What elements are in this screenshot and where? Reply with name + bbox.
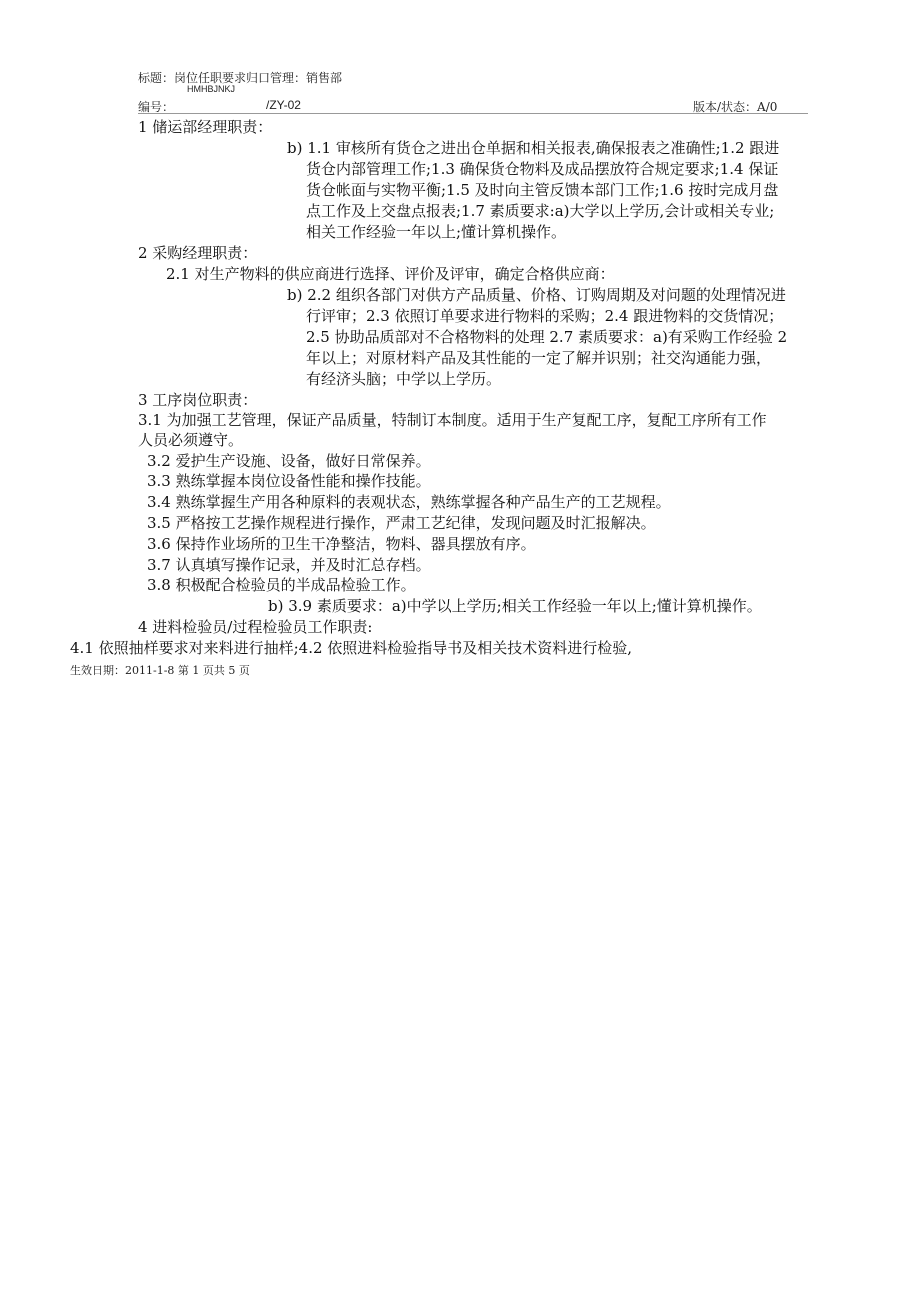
section-2-item: 2.1 对生产物料的供应商进行选择、评价及评审，确定合格供应商： <box>166 265 615 283</box>
section-2-line: 行评审；2.3 依照订单要求进行物料的采购；2.4 跟进物料的交货情况； <box>306 307 784 325</box>
section-2-line: 有经济头脑；中学以上学历。 <box>306 370 502 388</box>
doc-version: 版本/状态：A/0 <box>693 100 778 114</box>
section-3-item: 3.3 熟练掌握本岗位设备性能和操作技能。 <box>147 472 431 490</box>
section-4-line: 4.1 依照抽样要求对来料进行抽样;4.2 依照进料检验指导书及相关技术资料进行检验, <box>70 639 633 657</box>
section-3-item: 3.6 保持作业场所的卫生干净整洁，物料、器具摆放有序。 <box>147 535 536 553</box>
section-2-line: b) 2.2 组织各部门对供方产品质量、价格、订购周期及对问题的处理情况进 <box>287 286 786 304</box>
section-3-heading: 3 工序岗位职责： <box>138 391 258 409</box>
section-1-line: 货仓帐面与实物平衡;1.5 及时向主管反馈本部门工作;1.6 按时完成月盘 <box>306 181 779 199</box>
section-2-heading: 2 采购经理职责： <box>138 244 258 262</box>
section-3-item: 3.5 严格按工艺操作规程进行操作，严肃工艺纪律，发现问题及时汇报解决。 <box>147 514 656 532</box>
section-2-line: 年以上；对原材料产品及其性能的一定了解并识别；社交沟通能力强， <box>306 349 772 367</box>
section-2-line: 2.5 协助品质部对不合格物料的处理 2.7 素质要求：a)有采购工作经验 2 <box>306 328 788 346</box>
header-rule <box>138 113 808 114</box>
section-1-line: 相关工作经验一年以上;懂计算机操作。 <box>306 223 567 241</box>
section-3-item: 3.2 爱护生产设施、设备，做好日常保养。 <box>147 452 431 470</box>
section-1-line: 货仓内部管理工作;1.3 确保货仓物料及成品摆放符合规定要求;1.4 保证 <box>306 160 779 178</box>
section-4-heading: 4 进料检验员/过程检验员工作职责: <box>138 618 373 636</box>
section-1-heading: 1 储运部经理职责： <box>138 118 273 136</box>
doc-title: 标题：岗位任职要求归口管理：销售部 <box>138 71 343 85</box>
section-3-requirements: b) 3.9 素质要求：a)中学以上学历;相关工作经验一年以上;懂计算机操作。 <box>268 597 762 615</box>
section-1-line: b) 1.1 审核所有货仓之进出仓单据和相关报表,确保报表之准确性;1.2 跟进 <box>287 139 780 157</box>
doc-number-value: /ZY-02 <box>266 98 301 112</box>
section-3-item: 3.8 积极配合检验员的半成品检验工作。 <box>147 576 416 594</box>
company-code: HMHBJNKJ <box>187 84 236 94</box>
section-1-line: 点工作及上交盘点报表;1.7 素质要求:a)大学以上学历,会计或相关专业; <box>306 202 775 220</box>
effective-date-footer: 生效日期：2011-1-8 第 1 页共 5 页 <box>70 664 250 677</box>
section-3-item: 人员必须遵守。 <box>138 431 244 449</box>
section-3-item: 3.4 熟练掌握生产用各种原料的表观状态，熟练掌握各种产品生产的工艺规程。 <box>147 493 671 511</box>
doc-number-label: 编号： <box>138 100 175 114</box>
section-3-item: 3.1 为加强工艺管理，保证产品质量，特制订本制度。适用于生产复配工序，复配工序所有工作 <box>138 411 767 429</box>
section-3-item: 3.7 认真填写操作记录，并及时汇总存档。 <box>147 556 431 574</box>
